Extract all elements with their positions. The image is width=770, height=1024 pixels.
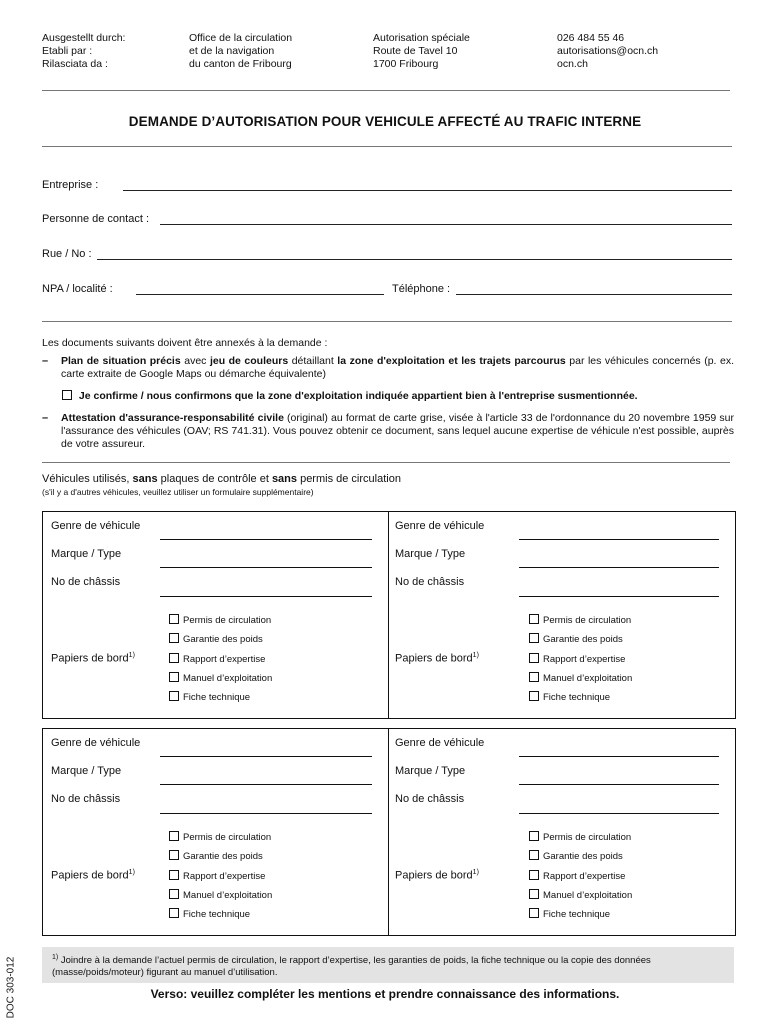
paper-option[interactable] <box>169 672 272 684</box>
paper-checkbox[interactable] <box>169 908 179 918</box>
office-line-2: et de la navigation <box>189 45 275 57</box>
paper-checkbox[interactable] <box>169 691 179 701</box>
issuer-label-it: Rilasciata da : <box>42 58 108 70</box>
papiers-text: Papiers de bord <box>395 869 473 882</box>
paper-option[interactable] <box>169 633 263 645</box>
vehicle-block-1 <box>42 511 736 719</box>
paper-option[interactable] <box>529 870 625 882</box>
contact-field[interactable] <box>160 224 732 225</box>
paper-option[interactable] <box>169 614 271 626</box>
genre-field[interactable] <box>519 756 719 757</box>
vehicle-block-2 <box>42 728 736 936</box>
marque-field[interactable] <box>160 567 372 568</box>
contact-website: ocn.ch <box>557 58 588 70</box>
issuer-labels <box>42 32 125 71</box>
paper-option[interactable] <box>169 870 265 882</box>
npa-field[interactable] <box>136 294 384 295</box>
confirm-text: Je confirme / nous confirmons que la zone d'exploitation indiquée appartient bien à l'entreprise susmentionnée. <box>78 390 638 402</box>
paper-option-label: Fiche technique <box>543 909 611 920</box>
paper-option-label: Garantie des poids <box>183 851 263 862</box>
rue-field[interactable] <box>97 259 732 260</box>
plan-strong-2: jeu de couleurs <box>209 355 289 367</box>
issuer-office <box>189 32 292 71</box>
paper-checkbox[interactable] <box>529 850 539 860</box>
confirm-checkbox[interactable] <box>62 390 72 400</box>
marque-field[interactable] <box>519 784 719 785</box>
paper-option[interactable] <box>529 850 623 862</box>
docs-item-plan <box>61 355 734 381</box>
genre-field[interactable] <box>160 539 372 540</box>
marque-label: Marque / Type <box>395 765 466 777</box>
vehicles-intro-c: permis de circulation <box>297 473 401 485</box>
paper-option-label: Rapport d’expertise <box>543 871 626 882</box>
header-divider <box>42 90 730 91</box>
paper-option[interactable] <box>169 889 272 901</box>
genre-label: Genre de véhicule <box>395 520 485 532</box>
marque-label: Marque / Type <box>51 765 122 777</box>
assurance-strong: Attestation d'assurance-responsabilité civile <box>61 412 284 424</box>
document-code: DOC 303-012 <box>5 956 17 1019</box>
vehicles-note: (s'il y a d'autres véhicules, veuillez utiliser un formulaire supplémentaire) <box>42 487 314 497</box>
plan-strong-3: la zone d'exploitation et les trajets parcourus <box>337 355 566 367</box>
paper-checkbox[interactable] <box>169 653 179 663</box>
paper-checkbox[interactable] <box>169 850 179 860</box>
paper-checkbox[interactable] <box>529 870 539 880</box>
issuer-address <box>373 32 470 71</box>
paper-option-label: Permis de circulation <box>183 615 272 626</box>
assurance-text: (original) au format de carte grise, visée à l'article 33 de l'ordonnance du 20 novembre 1959 sur l'assurance des véhicules (OAV; RS 741.31). Vous pouvez obtenir ce document, sans lequel aucune expertise de véhicule n'est possible, auprès de votre assureur. <box>61 412 734 450</box>
genre-label: Genre de véhicule <box>51 737 141 749</box>
office-line-3: du canton de Fribourg <box>189 58 292 70</box>
paper-checkbox[interactable] <box>169 614 179 624</box>
paper-option-label: Fiche technique <box>183 692 251 703</box>
footnote-box <box>42 947 734 983</box>
paper-option-label: Permis de circulation <box>543 615 632 626</box>
plan-strong-1: Plan de situation précis <box>61 355 181 367</box>
chassis-label: No de châssis <box>51 576 121 588</box>
papiers-label <box>51 869 135 882</box>
paper-option[interactable] <box>529 614 631 626</box>
paper-option-label: Permis de circulation <box>543 832 632 843</box>
address-line-2: Route de Tavel 10 <box>373 45 458 57</box>
genre-label: Genre de véhicule <box>51 520 141 532</box>
vehicles-intro-a: Véhicules utilisés, <box>42 473 133 485</box>
paper-checkbox[interactable] <box>529 908 539 918</box>
paper-option-label: Rapport d’expertise <box>183 871 266 882</box>
chassis-field[interactable] <box>519 813 719 814</box>
docs-bullet-2: – <box>42 412 49 424</box>
papiers-footnote-ref: 1) <box>128 869 135 876</box>
verso-notice: Verso: veuillez compléter les mentions et prendre connaissance des informations. <box>150 987 620 1001</box>
paper-option-label: Manuel d’exploitation <box>543 890 633 901</box>
papiers-footnote-ref: 1) <box>128 652 135 659</box>
paper-option-label: Manuel d’exploitation <box>183 890 273 901</box>
paper-option-label: Permis de circulation <box>183 832 272 843</box>
marque-field[interactable] <box>519 567 719 568</box>
paper-checkbox[interactable] <box>169 831 179 841</box>
paper-checkbox[interactable] <box>169 870 179 880</box>
paper-option-label: Fiche technique <box>183 909 251 920</box>
paper-checkbox[interactable] <box>169 633 179 643</box>
papiers-label <box>395 652 479 665</box>
paper-option[interactable] <box>529 672 632 684</box>
genre-field[interactable] <box>519 539 719 540</box>
chassis-label: No de châssis <box>395 576 465 588</box>
chassis-field[interactable] <box>160 813 372 814</box>
paper-option[interactable] <box>529 653 625 665</box>
paper-checkbox[interactable] <box>529 672 539 682</box>
confirm-row[interactable] <box>62 390 638 402</box>
papiers-label <box>51 652 135 665</box>
vehicles-intro-sans-1: sans <box>132 473 158 485</box>
paper-option[interactable] <box>529 908 610 920</box>
address-line-3: 1700 Fribourg <box>373 58 439 70</box>
paper-checkbox[interactable] <box>529 691 539 701</box>
telephone-field[interactable] <box>456 294 732 295</box>
papiers-footnote-ref: 1) <box>472 652 479 659</box>
paper-option[interactable] <box>169 653 265 665</box>
contact-email: autorisations@ocn.ch <box>557 45 659 57</box>
entreprise-field[interactable] <box>123 190 732 191</box>
docs-intro: Les documents suivants doivent être annexés à la demande : <box>42 337 328 349</box>
vehicles-intro-b: plaques de contrôle et <box>157 473 272 485</box>
papiers-footnote-ref: 1) <box>472 869 479 876</box>
chassis-field[interactable] <box>519 596 719 597</box>
genre-field[interactable] <box>160 756 372 757</box>
paper-option[interactable] <box>529 831 631 843</box>
paper-option-label: Manuel d’exploitation <box>543 673 633 684</box>
paper-checkbox[interactable] <box>529 831 539 841</box>
docs-item-assurance <box>61 412 734 451</box>
page-title: DEMANDE D’AUTORISATION POUR VEHICULE AFFECTÉ AU TRAFIC INTERNE <box>128 114 642 129</box>
rue-label: Rue / No : <box>42 248 92 260</box>
plan-text-1: avec <box>180 355 210 367</box>
fields-divider <box>42 321 732 322</box>
papiers-text: Papiers de bord <box>51 652 129 665</box>
papiers-label <box>395 869 479 882</box>
npa-label: NPA / localité : <box>42 283 113 295</box>
contact-phone: 026 484 55 46 <box>557 32 625 44</box>
vehicles-intro-sans-2: sans <box>271 473 298 485</box>
paper-option[interactable] <box>169 908 250 920</box>
paper-option[interactable] <box>529 691 610 703</box>
contact-label: Personne de contact : <box>42 213 150 225</box>
address-line-1: Autorisation spéciale <box>373 32 470 44</box>
footnote-marker: 1) <box>52 954 59 961</box>
paper-option-label: Fiche technique <box>543 692 611 703</box>
chassis-label: No de châssis <box>395 793 465 805</box>
paper-option[interactable] <box>529 633 623 645</box>
papiers-text: Papiers de bord <box>51 869 129 882</box>
marque-label: Marque / Type <box>395 548 466 560</box>
telephone-label: Téléphone : <box>392 283 451 295</box>
docs-bullet-1: – <box>42 355 49 367</box>
paper-option[interactable] <box>169 850 263 862</box>
paper-option[interactable] <box>169 691 250 703</box>
plan-text-2: détaillant <box>288 355 338 367</box>
plan-text-3: par les véhicules concernés (p. ex. carte extraite de Google Maps ou démarche équivalente) <box>61 355 734 380</box>
issuer-label-fr: Etabli par : <box>42 45 93 57</box>
genre-label: Genre de véhicule <box>395 737 485 749</box>
paper-option-label: Manuel d’exploitation <box>183 673 273 684</box>
vehicle-block-2-divider <box>388 729 389 935</box>
paper-checkbox[interactable] <box>169 889 179 899</box>
chassis-field[interactable] <box>160 596 372 597</box>
office-line-1: Office de la circulation <box>189 32 293 44</box>
paper-option-label: Garantie des poids <box>543 634 623 645</box>
footnote-text: Joindre à la demande l’actuel permis de circulation, le rapport d’expertise, les garanties de poids, la fiche technique ou la copie des données (masse/poids/moteur) figurant au manuel d’utilisation. <box>52 955 651 979</box>
papiers-text: Papiers de bord <box>395 652 473 665</box>
paper-option-label: Rapport d’expertise <box>183 654 266 665</box>
paper-option-label: Garantie des poids <box>183 634 263 645</box>
paper-checkbox[interactable] <box>529 889 539 899</box>
paper-option-label: Garantie des poids <box>543 851 623 862</box>
docs-divider <box>42 462 730 463</box>
paper-checkbox[interactable] <box>529 653 539 663</box>
chassis-label: No de châssis <box>51 793 121 805</box>
vehicle-block-1-divider <box>388 512 389 718</box>
marque-label: Marque / Type <box>51 548 122 560</box>
issuer-contact <box>557 32 658 71</box>
title-divider <box>42 146 732 147</box>
paper-option[interactable] <box>169 831 271 843</box>
entreprise-label: Entreprise : <box>42 179 99 191</box>
vehicles-intro <box>42 473 401 485</box>
marque-field[interactable] <box>160 784 372 785</box>
paper-checkbox[interactable] <box>529 614 539 624</box>
issuer-label-de: Ausgestellt durch: <box>42 32 126 44</box>
paper-option[interactable] <box>529 889 632 901</box>
paper-option-label: Rapport d’expertise <box>543 654 626 665</box>
paper-checkbox[interactable] <box>529 633 539 643</box>
paper-checkbox[interactable] <box>169 672 179 682</box>
